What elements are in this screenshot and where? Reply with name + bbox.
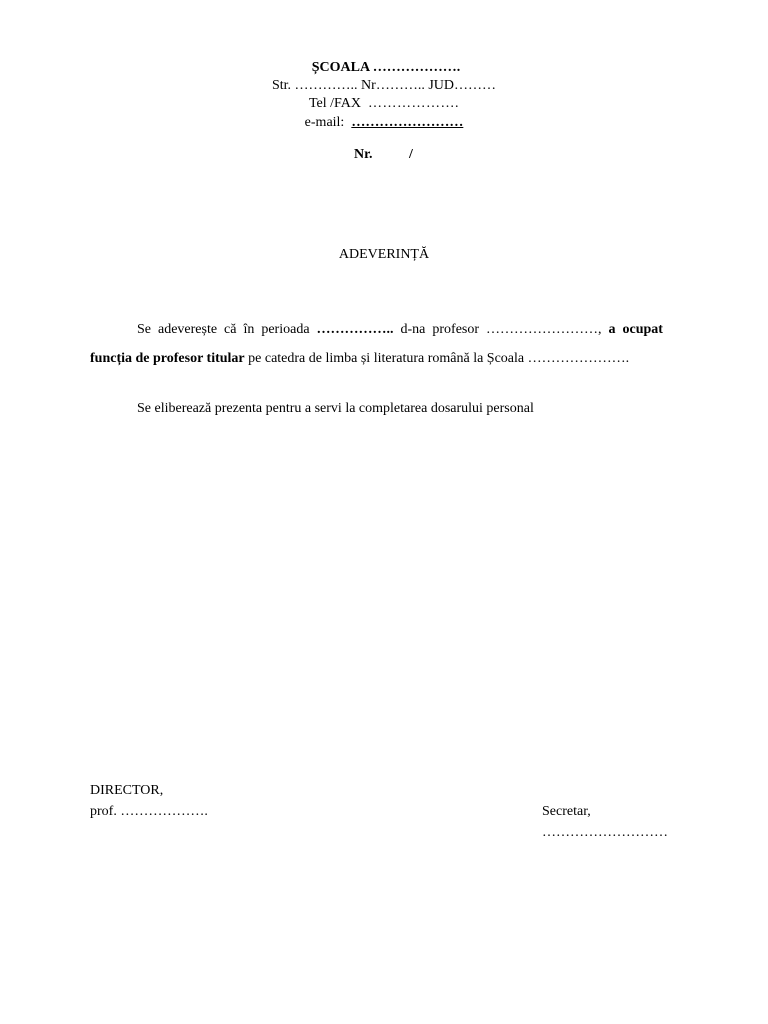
p1-bold-ocupat: ocupat bbox=[622, 322, 663, 337]
director-label: DIRECTOR, bbox=[90, 783, 164, 798]
email-line bbox=[0, 114, 768, 132]
p1-text-6: d-na bbox=[400, 322, 426, 337]
email-value: …………………… bbox=[351, 115, 464, 130]
p1-text-2: adeverește bbox=[157, 322, 218, 337]
nr-label: Nr. bbox=[354, 147, 373, 162]
p1-text-5: perioada bbox=[261, 322, 310, 337]
tel-fax-line bbox=[0, 95, 768, 113]
nr-separator: / bbox=[409, 147, 413, 162]
email-label: e-mail: bbox=[304, 115, 345, 130]
tel-fax-label: Tel /FAX bbox=[308, 96, 362, 111]
secretary-name: ……………………… bbox=[542, 825, 668, 840]
document-title: ADEVERINȚĂ bbox=[338, 247, 430, 262]
school-name: ȘCOALA ………………. bbox=[311, 60, 461, 75]
secretary-label: Secretar, bbox=[542, 804, 591, 819]
p1-line2-rest: pe catedra de limba și literatura română la Școala …………………. bbox=[244, 351, 630, 366]
p1-period-blank: …………….. bbox=[316, 322, 394, 337]
paragraph-1-line-2 bbox=[90, 350, 629, 368]
p1-bold-a: a bbox=[608, 322, 616, 337]
p1-text-7: profesor bbox=[432, 322, 480, 337]
p1-teacher-blank: ……………………, bbox=[486, 322, 602, 337]
p1-function-title: funcția de profesor titular bbox=[90, 351, 245, 366]
p1-text-3: că bbox=[224, 322, 237, 337]
paragraph-2: Se eliberează prezenta pentru a servi la completarea dosarului personal bbox=[137, 401, 534, 416]
address-line: Str. ………….. Nr……….. JUD……… bbox=[271, 78, 496, 93]
p1-text-4: în bbox=[243, 322, 255, 337]
director-name: prof. ………………. bbox=[90, 804, 208, 819]
paragraph-1-line-1 bbox=[137, 321, 663, 339]
p1-text-1: Se bbox=[137, 322, 151, 337]
tel-fax-value: ………………. bbox=[368, 96, 460, 111]
